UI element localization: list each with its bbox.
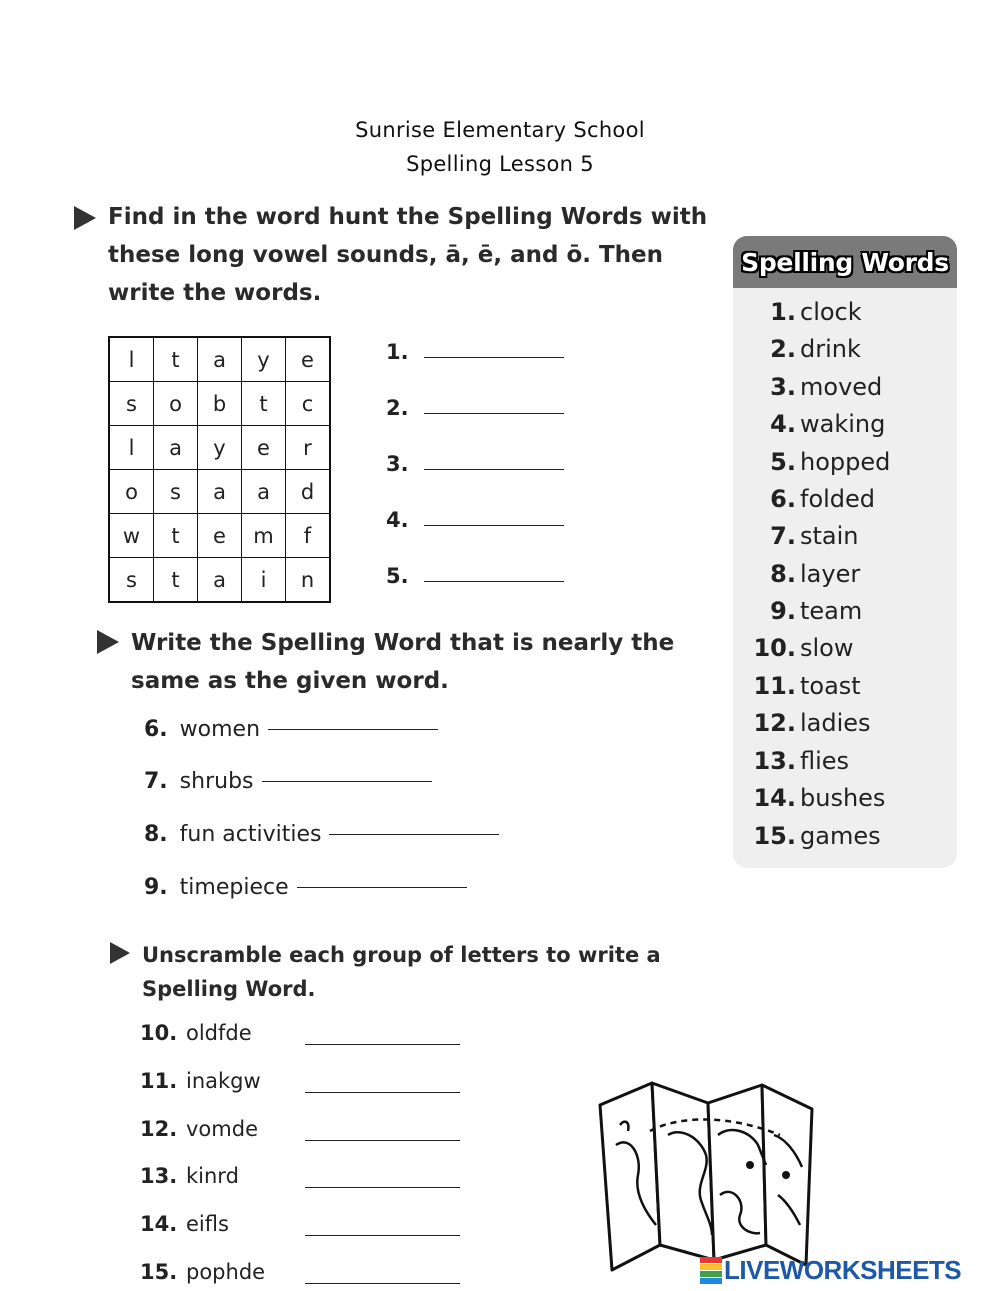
spelling-word: [750, 784, 950, 812]
answer-row: [386, 564, 564, 588]
grid-row: [109, 470, 330, 514]
word-number: 10.: [753, 634, 796, 662]
grid-cell: a: [154, 426, 198, 470]
answer-row: [386, 508, 564, 532]
grid-cell: t: [154, 558, 198, 603]
instruction-word-hunt: Find in the word hunt the Spelling Words with these long vowel sounds, ā, ē, and ō. Then write the words.: [108, 204, 708, 306]
answer-blank[interactable]: [305, 1091, 460, 1093]
word-text: toast: [800, 672, 861, 700]
item-number: 8.: [144, 822, 168, 847]
word-number: 12.: [753, 709, 796, 737]
unscramble-item: [140, 1260, 265, 1284]
synonym-item: [144, 769, 432, 794]
unscramble-item: [140, 1164, 239, 1188]
word-number: 14.: [753, 784, 796, 812]
grid-cell: d: [286, 470, 331, 514]
spelling-word: [750, 522, 950, 550]
item-word: timepiece: [179, 875, 289, 900]
spelling-word: [750, 747, 950, 775]
item-number: 7.: [144, 769, 168, 794]
instruction-synonyms: Write the Spelling Word that is nearly the same as the given word.: [131, 630, 675, 694]
item-letters: oldfde: [186, 1021, 252, 1045]
spelling-word: [750, 448, 950, 476]
spelling-word: [750, 335, 950, 363]
word-number: 15.: [753, 822, 796, 850]
spelling-word: [750, 373, 950, 401]
grid-cell: f: [286, 514, 331, 558]
item-letters: inakgw: [186, 1069, 261, 1093]
grid-cell: y: [242, 337, 286, 382]
grid-cell: s: [109, 558, 154, 603]
answer-blank[interactable]: [297, 886, 467, 888]
grid-cell: s: [109, 382, 154, 426]
item-letters: eifls: [186, 1212, 229, 1236]
answer-blank[interactable]: [424, 580, 564, 582]
liveworksheets-brand: [700, 1255, 961, 1285]
grid-cell: b: [198, 382, 242, 426]
word-number: 6.: [770, 485, 796, 513]
grid-cell: c: [286, 382, 331, 426]
grid-cell: r: [286, 426, 331, 470]
item-letters: pophde: [186, 1260, 266, 1284]
folded-map-icon: [590, 1075, 820, 1275]
pointer-triangle-icon: [74, 206, 96, 230]
grid-cell: n: [286, 558, 331, 603]
grid-cell: l: [109, 426, 154, 470]
answer-blank[interactable]: [424, 412, 564, 414]
item-number: 15.: [140, 1260, 178, 1284]
synonym-item: [144, 717, 438, 742]
grid-cell: w: [109, 514, 154, 558]
grid-cell: a: [198, 470, 242, 514]
word-text: slow: [800, 634, 854, 662]
answer-number: 3.: [386, 452, 409, 476]
answer-blank[interactable]: [424, 356, 564, 358]
answer-row: [386, 340, 564, 364]
grid-cell: y: [198, 426, 242, 470]
word-number: 4.: [770, 410, 796, 438]
answer-row: [386, 452, 564, 476]
answer-blank[interactable]: [424, 524, 564, 526]
grid-cell: t: [242, 382, 286, 426]
unscramble-item: [140, 1021, 252, 1045]
spelling-word: [750, 709, 950, 737]
word-text: team: [800, 597, 863, 625]
word-number: 11.: [753, 672, 796, 700]
item-number: 11.: [140, 1069, 178, 1093]
grid-cell: e: [198, 514, 242, 558]
grid-cell: l: [109, 337, 154, 382]
word-text: waking: [800, 410, 886, 438]
answer-row: [386, 396, 564, 420]
word-text: folded: [800, 485, 876, 513]
item-word: shrubs: [179, 769, 254, 794]
word-number: 9.: [770, 597, 796, 625]
liveworksheets-logo-icon: [700, 1257, 722, 1283]
answer-number: 2.: [386, 396, 409, 420]
word-text: moved: [800, 373, 883, 401]
lesson-title: Spelling Lesson 5: [406, 152, 594, 176]
item-number: 10.: [140, 1021, 178, 1045]
grid-cell: i: [242, 558, 286, 603]
answer-blank[interactable]: [305, 1282, 460, 1284]
spelling-word: [750, 672, 950, 700]
item-number: 12.: [140, 1117, 178, 1141]
item-letters: vomde: [186, 1117, 258, 1141]
grid-cell: m: [242, 514, 286, 558]
pointer-triangle-icon: [97, 630, 119, 654]
answer-blank[interactable]: [329, 833, 499, 835]
grid-row: [109, 426, 330, 470]
word-number: 1.: [770, 298, 796, 326]
spelling-word: [750, 822, 950, 850]
answer-blank[interactable]: [305, 1043, 460, 1045]
grid-row: [109, 514, 330, 558]
word-number: 2.: [770, 335, 796, 363]
word-text: flies: [800, 747, 850, 775]
spelling-word: [750, 560, 950, 588]
synonym-item: [144, 822, 499, 847]
word-hunt-grid: [108, 336, 331, 603]
grid-cell: s: [154, 470, 198, 514]
spelling-word: [750, 410, 950, 438]
answer-number: 1.: [386, 340, 409, 364]
unscramble-item: [140, 1212, 229, 1236]
instruction-unscramble: Unscramble each group of letters to write a Spelling Word.: [142, 943, 661, 1001]
spelling-word: [750, 634, 950, 662]
word-text: clock: [800, 298, 862, 326]
grid-cell: a: [198, 558, 242, 603]
grid-row: [109, 558, 330, 603]
word-text: games: [800, 822, 881, 850]
unscramble-item: [140, 1117, 258, 1141]
item-number: 9.: [144, 875, 168, 900]
word-text: ladies: [800, 709, 871, 737]
answer-number: 5.: [386, 564, 409, 588]
word-number: 3.: [770, 373, 796, 401]
answer-blank[interactable]: [424, 468, 564, 470]
brand-name: LIVEWORKSHEETS: [724, 1254, 962, 1285]
answer-blank[interactable]: [268, 728, 438, 730]
word-text: drink: [800, 335, 861, 363]
word-number: 8.: [770, 560, 796, 588]
answer-blank[interactable]: [305, 1186, 460, 1188]
grid-cell: a: [198, 337, 242, 382]
answer-blank[interactable]: [305, 1139, 460, 1141]
item-word: fun activities: [179, 822, 322, 847]
word-text: layer: [800, 560, 861, 588]
grid-cell: a: [242, 470, 286, 514]
spelling-word: [750, 298, 950, 326]
spelling-words-header: [733, 236, 957, 288]
grid-cell: t: [154, 514, 198, 558]
synonym-item: [144, 875, 467, 900]
item-word: women: [179, 717, 261, 742]
item-number: 6.: [144, 717, 168, 742]
unscramble-item: [140, 1069, 261, 1093]
grid-cell: e: [286, 337, 331, 382]
school-name: Sunrise Elementary School: [355, 118, 645, 142]
answer-blank[interactable]: [262, 780, 432, 782]
item-number: 13.: [140, 1164, 178, 1188]
grid-row: [109, 337, 330, 382]
item-number: 14.: [140, 1212, 178, 1236]
spelling-word: [750, 485, 950, 513]
spelling-word: [750, 597, 950, 625]
word-number: 5.: [770, 448, 796, 476]
word-text: stain: [800, 522, 859, 550]
word-number: 13.: [753, 747, 796, 775]
grid-row: [109, 382, 330, 426]
grid-cell: o: [109, 470, 154, 514]
grid-cell: o: [154, 382, 198, 426]
grid-cell: e: [242, 426, 286, 470]
word-number: 7.: [770, 522, 796, 550]
word-text: hopped: [800, 448, 891, 476]
item-letters: kinrd: [186, 1164, 239, 1188]
grid-cell: t: [154, 337, 198, 382]
spelling-words-title: Spelling Words: [741, 247, 949, 277]
word-text: bushes: [800, 784, 886, 812]
pointer-triangle-icon: [110, 942, 130, 964]
answer-blank[interactable]: [305, 1234, 460, 1236]
answer-number: 4.: [386, 508, 409, 532]
